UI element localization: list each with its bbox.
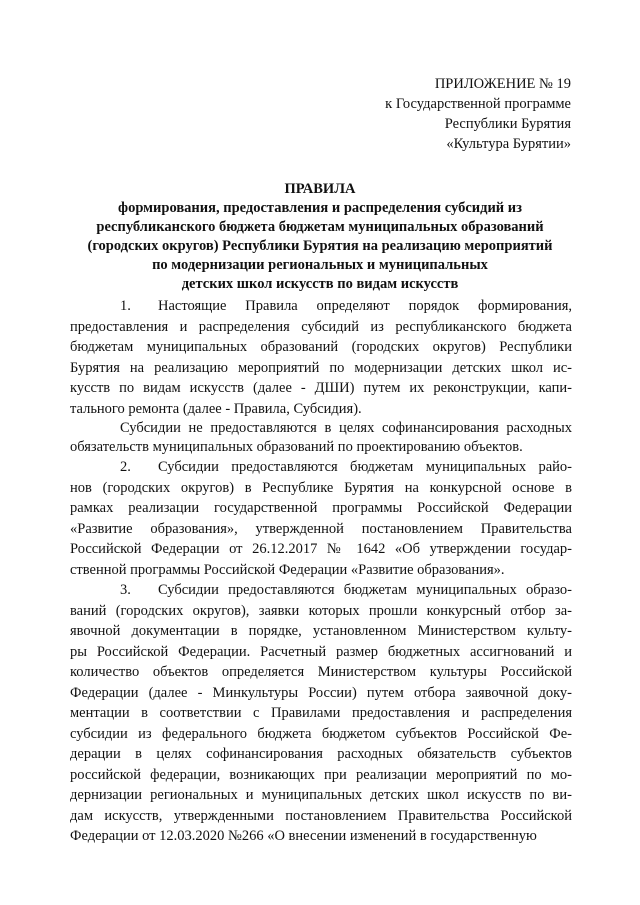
document-title	[70, 180, 570, 294]
appendix-line: к Государственной программе	[385, 96, 571, 112]
paragraph-line: кусств по видам искусств (далее - ДШИ) путем их реконструкции, капи-	[70, 380, 572, 396]
paragraph-number: 3.	[120, 582, 131, 598]
paragraph-number: 2.	[120, 459, 131, 475]
paragraph-line: дерации в целях софинансирования расходных обязательств субъектов	[70, 746, 572, 762]
title-line: формирования, предоставления и распределения субсидий из	[118, 200, 522, 216]
title-heading: ПРАВИЛА	[284, 181, 356, 197]
paragraph-line: бюджетам муниципальных образований (городских округов) Республики	[70, 339, 572, 355]
paragraph-line: Бурятия на реализацию мероприятий по модернизации детских школ ис-	[70, 359, 572, 376]
paragraph-line: явочной документации в порядке, установленном Министерством культу-	[70, 623, 572, 639]
paragraph-line: Субсидии не предоставляются в целях софинансирования расходных	[120, 420, 572, 436]
paragraph-line: 2. Субсидии предоставляются бюджетам муниципальных райо-	[70, 457, 572, 478]
paragraph-line: количество объектов определяется Министерством культуры Российской	[70, 664, 572, 680]
paragraph-line: Федерации от 12.03.2020 №266 «О внесении изменений в государственную	[70, 828, 537, 844]
paragraph-line: обязательств муниципальных образований по проектированию объектов.	[70, 439, 523, 455]
paragraph-line: Российской Федерации от 26.12.2017 № 1642 «Об утверждении государ-	[70, 541, 572, 557]
paragraph	[70, 457, 572, 580]
paragraph-line: Федерации (далее - Минкультуры России) путем отбора заявочной доку-	[70, 684, 572, 701]
title-line: детских школ искусств по видам искусств	[181, 276, 459, 292]
paragraph-line: дам искусств, утвержденными постановлением Правительства Российской	[70, 807, 572, 824]
document-body	[70, 296, 572, 847]
paragraph-line: тального ремонта (далее - Правила, Субсидия).	[70, 400, 362, 417]
title-line: по модернизации региональных и муниципальных	[152, 257, 488, 273]
paragraph-line: «Развитие образования», утвержденной постановлением Правительства	[70, 520, 572, 537]
paragraph	[70, 580, 572, 847]
paragraph-line: 1. Настоящие Правила определяют порядок формирования,	[70, 296, 572, 317]
paragraph-line: субсидии из федерального бюджета бюджетом субъектов Российской Фе-	[70, 725, 572, 742]
paragraph-line: предоставления и распределения субсидий из республиканского бюджета	[70, 318, 572, 335]
paragraph-line: рамках реализации государственной программы Российской Федерации	[70, 500, 572, 516]
paragraph-line: нов (городских округов) в Республике Бурятия на конкурсной основе в	[70, 479, 572, 496]
paragraph	[70, 419, 572, 457]
paragraph-line: ментации в соответствии с Правилами предоставления и распределения	[70, 705, 572, 721]
paragraph-line: российской федерации, возникающих при реализации мероприятий по мо-	[70, 766, 572, 783]
paragraph-line: 3. Субсидии предоставляются бюджетам муниципальных образо-	[70, 580, 572, 601]
paragraph-line: ваний (городских округов), заявки которых прошли конкурсный отбор за-	[70, 602, 572, 619]
appendix-line: Республики Бурятия	[444, 116, 571, 132]
title-line: республиканского бюджета бюджетам муниципальных образований	[96, 219, 544, 235]
appendix-line: «Культура Бурятии»	[446, 136, 571, 152]
appendix-line: ПРИЛОЖЕНИЕ № 19	[434, 76, 571, 92]
paragraph	[70, 296, 572, 419]
title-line: (городских округов) Республики Бурятия на реализацию мероприятий	[87, 238, 553, 254]
appendix-header	[385, 74, 571, 154]
paragraph-line: дернизации региональных и муниципальных детских школ искусств по ви-	[70, 787, 572, 803]
paragraph-line: ственной программы Российской Федерации «Развитие образования».	[70, 561, 505, 578]
paragraph-line: ры Российской Федерации. Расчетный размер бюджетных ассигнований и	[70, 643, 572, 660]
paragraph-number: 1.	[120, 298, 131, 314]
